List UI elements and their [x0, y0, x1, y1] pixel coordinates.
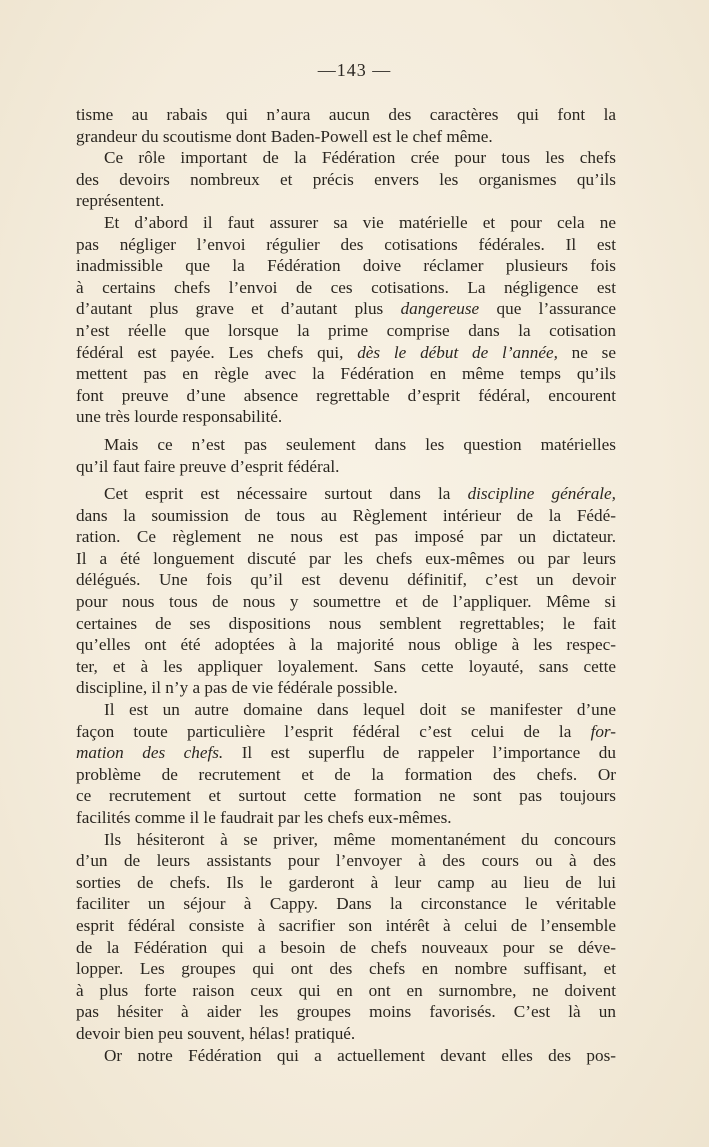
text-line: [76, 147, 616, 169]
text-line: [76, 1045, 616, 1067]
text-line: [76, 634, 616, 656]
text-line: [76, 915, 616, 937]
text-segment: grandeur du scoutisme dont Baden-Powell est le chef même.: [76, 126, 493, 146]
text-line: [76, 363, 616, 385]
text-line: [76, 980, 616, 1002]
page-number: —143 —: [317, 60, 392, 80]
text-line: [76, 677, 616, 699]
text-segment: fédéral est payée. Les chefs qui,: [76, 342, 358, 362]
text-segment: des devoirs nombreux et précis envers les organismes qu’ils: [76, 169, 616, 189]
text-segment: ce recrutement et surtout cette formation ne sont pas toujours: [76, 786, 616, 806]
text-line: [76, 483, 616, 505]
text-line: [76, 406, 616, 428]
text-segment: sorties de chefs. Ils le garderont à leur camp au lieu de lui: [76, 872, 616, 892]
text-line: [76, 169, 616, 191]
text-segment: qu’il faut faire preuve d’esprit fédéral.: [76, 456, 340, 476]
text-line: [76, 591, 616, 613]
text-segment: problème de recrutement et de la formation des chefs. Or: [76, 764, 616, 784]
text-line: [76, 829, 616, 851]
text-segment: pour nous tous de nous y soumettre et de l’appliquer. Même si: [76, 592, 616, 612]
text-line: [76, 656, 616, 678]
text-line: [76, 212, 616, 234]
text-line: [76, 699, 616, 721]
text-segment: que l’assurance: [479, 299, 616, 319]
text-segment: certaines de ses dispositions nous semblent regrettables; le fait: [76, 613, 616, 633]
italic-text: discipline générale,: [467, 484, 616, 504]
text-segment: ne se: [557, 342, 616, 362]
text-segment: Ce rôle important de la Fédération crée pour tous les chefs: [104, 148, 616, 168]
text-line: [76, 807, 616, 829]
text-segment: à plus forte raison ceux qui en ont en surnombre, ne doivent: [76, 980, 616, 1000]
text-line: [76, 505, 616, 527]
text-line: [76, 104, 616, 126]
text-segment: n’est réelle que lorsque la prime comprise dans la cotisation: [76, 320, 616, 340]
text-segment: inadmissible que la Fédération doive réclamer plusieurs fois: [76, 256, 616, 276]
text-segment: de la Fédération qui a besoin de chefs nouveaux pour se déve-: [76, 937, 616, 957]
text-line: [76, 613, 616, 635]
text-line: [76, 434, 616, 456]
text-segment: délégués. Une fois qu’il est devenu définitif, c’est un devoir: [76, 570, 616, 590]
text-segment: pas hésiter à aider les groupes moins favorisés. C’est là un: [76, 1002, 616, 1022]
text-segment: Cet esprit est nécessaire surtout dans la: [104, 484, 468, 504]
text-segment: ter, et à les appliquer loyalement. Sans cette loyauté, sans cette: [76, 656, 616, 676]
text-segment: Ils hésiteront à se priver, même momentanément du concours: [104, 829, 616, 849]
paragraph: [76, 434, 616, 477]
text-segment: d’autant plus grave et d’autant plus: [76, 299, 401, 319]
italic-text: dès le début de l’année,: [357, 342, 558, 362]
text-line: [76, 456, 616, 478]
paragraph: [76, 829, 616, 1045]
text-segment: à certains chefs l’envoi de ces cotisations. La négligence est: [76, 277, 616, 297]
text-segment: représentent.: [76, 191, 165, 211]
text-segment: d’un de leurs assistants pour l’envoyer à des cours ou à des: [76, 851, 616, 871]
paragraph: [76, 699, 616, 829]
text-segment: discipline, il n’y a pas de vie fédérale possible.: [76, 678, 398, 698]
text-line: [76, 342, 616, 364]
text-line: [76, 1023, 616, 1045]
text-segment: pas négliger l’envoi régulier des cotisations fédérales. Il est: [76, 234, 616, 254]
text-segment: Il est superflu de rappeler l’importance du: [223, 743, 616, 763]
text-segment: devoir bien peu souvent, hélas! pratiqué.: [76, 1023, 356, 1043]
text-segment: Mais ce n’est pas seulement dans les question matérielles: [104, 434, 616, 454]
text-line: [76, 764, 616, 786]
paragraph: [76, 483, 616, 699]
text-line: [76, 937, 616, 959]
text-segment: Il est un autre domaine dans lequel doit se manifester d’une: [104, 700, 616, 720]
text-line: [76, 893, 616, 915]
text-segment: Il a été longuement discuté par les chefs eux-mêmes ou par leurs: [76, 548, 616, 568]
text-segment: qu’elles ont été adoptées à la majorité nous oblige à les respec-: [76, 635, 616, 655]
text-line: [76, 548, 616, 570]
text-segment: lopper. Les groupes qui ont des chefs en nombre suffisant, et: [76, 959, 616, 979]
text-line: [76, 958, 616, 980]
text-segment: une très lourde responsabilité.: [76, 407, 283, 427]
text-line: [76, 872, 616, 894]
text-segment: faciliter un séjour à Cappy. Dans la circonstance le véritable: [76, 894, 616, 914]
body-text: [76, 104, 616, 1066]
text-segment: façon toute particulière l’esprit fédéral c’est celui de la: [76, 721, 591, 741]
text-segment: esprit fédéral consiste à sacrifier son intérêt à celui de l’ensemble: [76, 915, 616, 935]
paragraph: [76, 104, 616, 147]
text-line: [76, 126, 616, 148]
text-line: [76, 234, 616, 256]
text-line: [76, 190, 616, 212]
text-line: [76, 277, 616, 299]
text-line: [76, 298, 616, 320]
text-segment: font preuve d’une absence regrettable d’esprit fédéral, encourent: [76, 385, 616, 405]
text-line: [76, 785, 616, 807]
paragraph: [76, 1045, 616, 1067]
italic-text: mation des chefs.: [76, 743, 224, 763]
italic-text: for-: [590, 721, 616, 741]
text-segment: mettent pas en règle avec la Fédération en même temps qu’ils: [76, 364, 616, 384]
paragraph: [76, 147, 616, 212]
text-segment: Et d’abord il faut assurer sa vie matérielle et pour cela ne: [104, 212, 616, 232]
text-line: [76, 742, 616, 764]
text-line: [76, 1001, 616, 1023]
text-segment: facilités comme il le faudrait par les chefs eux-mêmes.: [76, 808, 452, 827]
text-segment: ration. Ce règlement ne nous est pas imposé par un dictateur.: [76, 527, 616, 547]
italic-text: dangereuse: [400, 299, 480, 319]
text-line: [76, 850, 616, 872]
text-segment: tisme au rabais qui n’aura aucun des caractères qui font la: [76, 105, 616, 124]
text-segment: dans la soumission de tous au Règlement intérieur de la Fédé-: [76, 505, 616, 525]
text-line: [76, 255, 616, 277]
paragraph: [76, 212, 616, 428]
text-line: [76, 526, 616, 548]
text-line: [76, 320, 616, 342]
text-segment: Or notre Fédération qui a actuellement devant elles des pos-: [104, 1045, 616, 1065]
text-line: [76, 721, 616, 743]
text-line: [76, 569, 616, 591]
text-line: [76, 385, 616, 407]
